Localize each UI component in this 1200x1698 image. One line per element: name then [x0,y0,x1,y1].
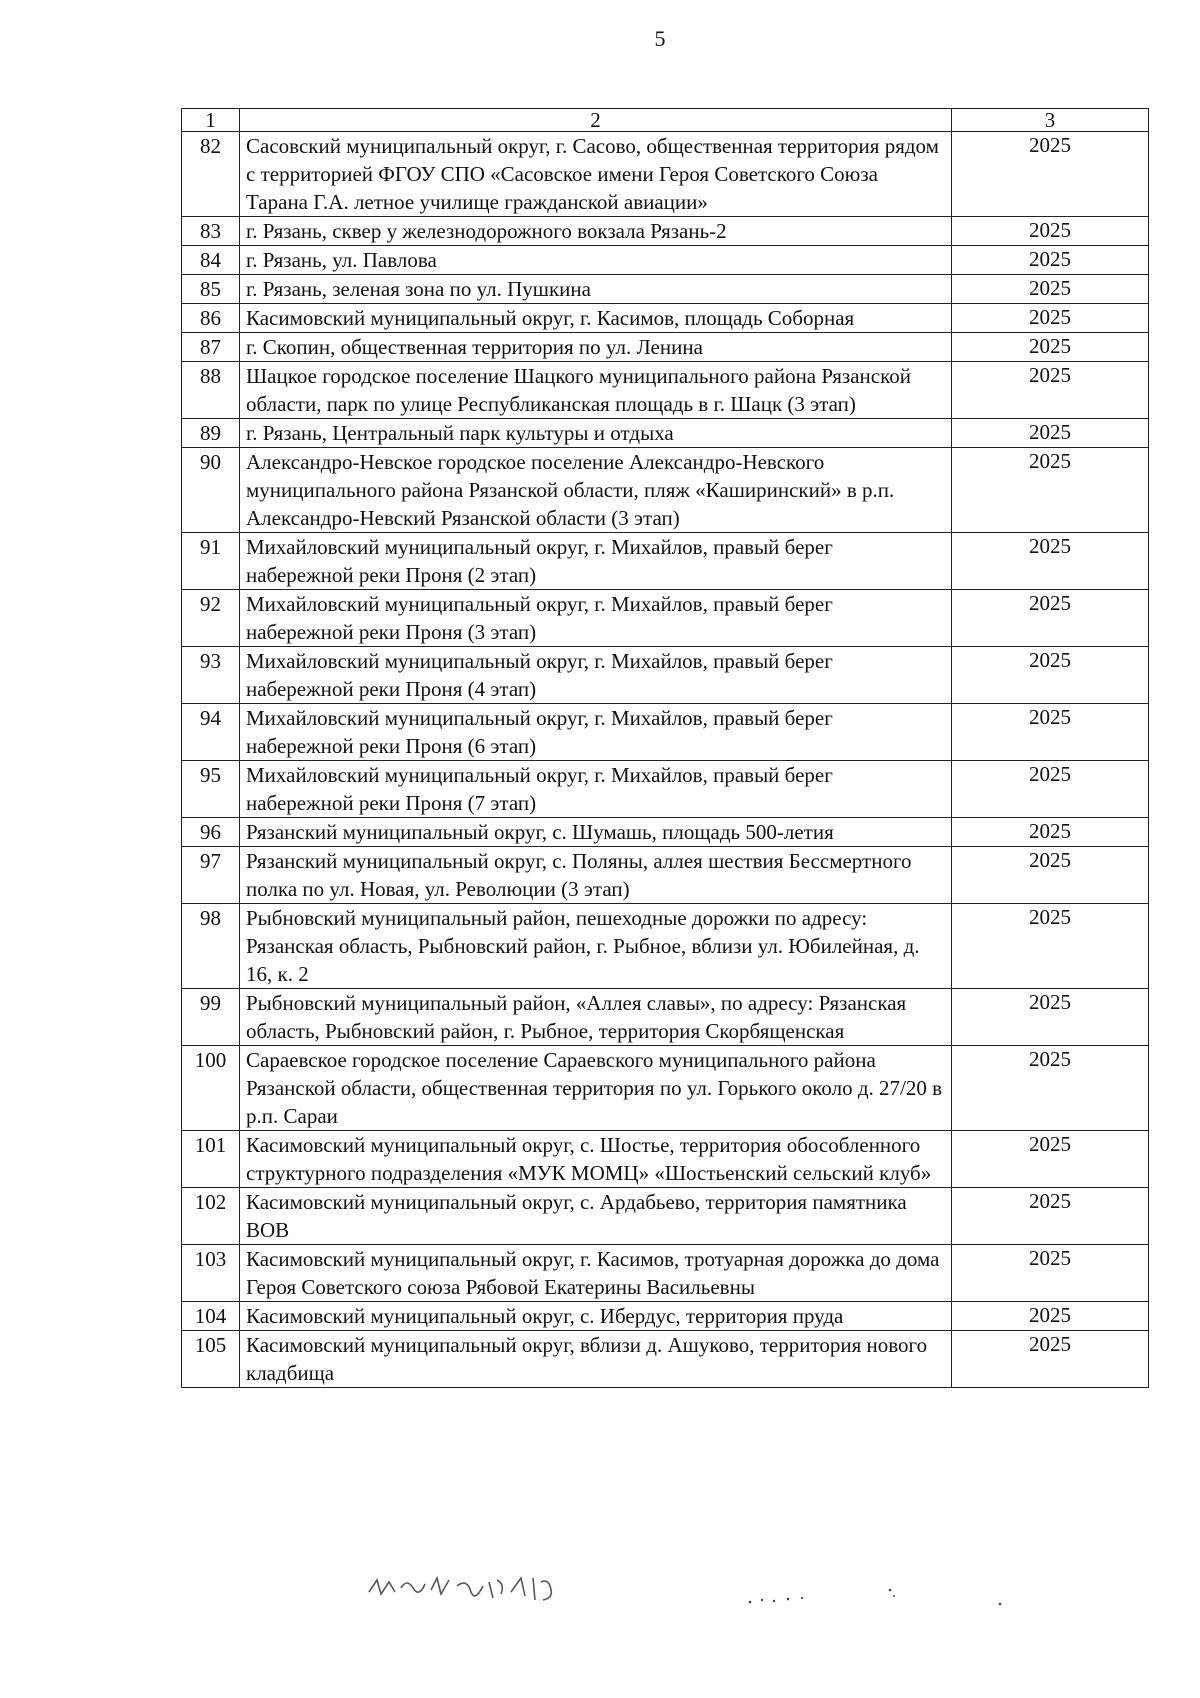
table-row [182,1046,1149,1131]
row-description-cell: Сасовский муниципальный округ, г. Сасово, общественная территория рядом с территорией ФГОУ СПО «Сасовское имени Героя Советского Союза Тарана Г.А. летное училище гражданской авиации» [240,132,952,217]
row-description-cell: г. Рязань, сквер у железнодорожного вокзала Рязань-2 [240,217,952,246]
table-row [182,362,1149,419]
row-description-cell: Михайловский муниципальный округ, г. Михайлов, правый берег набережной реки Проня (2 этап) [240,533,952,590]
table-row [182,132,1149,217]
row-year-cell: 2025 [952,246,1149,275]
row-description-cell: Касимовский муниципальный округ, г. Касимов, тротуарная дорожка до дома Героя Советского союза Рябовой Екатерины Васильевны [240,1245,952,1302]
table-row [182,647,1149,704]
row-year-cell: 2025 [952,761,1149,818]
row-year-cell: 2025 [952,275,1149,304]
table-row [182,533,1149,590]
row-year-cell: 2025 [952,362,1149,419]
row-description-cell: Рыбновский муниципальный район, «Аллея славы», по адресу: Рязанская область, Рыбновский район, г. Рыбное, территория Скорбященская [240,989,952,1046]
row-description-cell: г. Скопин, общественная территория по ул. Ленина [240,333,952,362]
row-description-cell: Александро-Невское городское поселение Александро-Невского муниципального района Рязанской области, пляж «Каширинский» в р.п. Александро-Невский Рязанской области (3 этап) [240,448,952,533]
row-description-cell: Касимовский муниципальный округ, вблизи д. Ашуково, территория нового кладбища [240,1331,952,1388]
table-row [182,818,1149,847]
row-number-cell: 93 [182,647,240,704]
row-year-cell: 2025 [952,704,1149,761]
row-description-cell: Касимовский муниципальный округ, с. Ибердус, территория пруда [240,1302,952,1331]
row-description-cell: Шацкое городское поселение Шацкого муниципального района Рязанской области, парк по улице Республиканская площадь в г. Шацк (3 этап) [240,362,952,419]
table-row [182,847,1149,904]
row-number-cell: 82 [182,132,240,217]
row-number-cell: 100 [182,1046,240,1131]
row-number-cell: 105 [182,1331,240,1388]
row-description-cell: Рязанский муниципальный округ, с. Поляны, аллея шествия Бессмертного полка по ул. Новая, ул. Революции (3 этап) [240,847,952,904]
table-row [182,217,1149,246]
row-number-cell: 102 [182,1188,240,1245]
row-description-cell: г. Рязань, Центральный парк культуры и отдыха [240,419,952,448]
table-row [182,989,1149,1046]
table-row [182,904,1149,989]
row-description-cell: Касимовский муниципальный округ, г. Касимов, площадь Соборная [240,304,952,333]
row-year-cell: 2025 [952,1331,1149,1388]
row-year-cell: 2025 [952,333,1149,362]
row-number-cell: 91 [182,533,240,590]
objects-table [181,108,1149,1388]
row-number-cell: 84 [182,246,240,275]
table-row [182,304,1149,333]
row-number-cell: 104 [182,1302,240,1331]
table-row [182,448,1149,533]
row-number-cell: 97 [182,847,240,904]
row-year-cell: 2025 [952,1046,1149,1131]
row-description-cell: Михайловский муниципальный округ, г. Михайлов, правый берег набережной реки Проня (3 этап) [240,590,952,647]
table-row [182,275,1149,304]
row-year-cell: 2025 [952,304,1149,333]
row-year-cell: 2025 [952,132,1149,217]
row-number-cell: 87 [182,333,240,362]
row-number-cell: 89 [182,419,240,448]
row-description-cell: Сараевское городское поселение Сараевского муниципального района Рязанской области, общественная территория по ул. Горького около д. 27/20 в р.п. Сараи [240,1046,952,1131]
row-description-cell: Рыбновский муниципальный район, пешеходные дорожки по адресу: Рязанская область, Рыбновский район, г. Рыбное, вблизи ул. Юбилейная, д. 16, к. 2 [240,904,952,989]
row-number-cell: 86 [182,304,240,333]
row-year-cell: 2025 [952,989,1149,1046]
row-year-cell: 2025 [952,847,1149,904]
row-number-cell: 101 [182,1131,240,1188]
row-year-cell: 2025 [952,1131,1149,1188]
row-year-cell: 2025 [952,448,1149,533]
table-row [182,1131,1149,1188]
row-description-cell: Касимовский муниципальный округ, с. Ардабьево, территория памятника ВОВ [240,1188,952,1245]
table-row [182,1331,1149,1388]
row-year-cell: 2025 [952,904,1149,989]
row-description-cell: Михайловский муниципальный округ, г. Михайлов, правый берег набережной реки Проня (7 этап) [240,761,952,818]
row-description-cell: Михайловский муниципальный округ, г. Михайлов, правый берег набережной реки Проня (4 этап) [240,647,952,704]
row-year-cell: 2025 [952,647,1149,704]
row-number-cell: 94 [182,704,240,761]
handwritten-signature [365,1568,575,1604]
column-header-year: 3 [952,109,1149,132]
row-number-cell: 83 [182,217,240,246]
row-year-cell: 2025 [952,818,1149,847]
row-description-cell: Михайловский муниципальный округ, г. Михайлов, правый берег набережной реки Проня (6 этап) [240,704,952,761]
row-number-cell: 88 [182,362,240,419]
column-header-number: 1 [182,109,240,132]
table-row [182,1302,1149,1331]
row-description-cell: Рязанский муниципальный округ, с. Шумашь, площадь 500-летия [240,818,952,847]
row-number-cell: 85 [182,275,240,304]
column-header-description: 2 [240,109,952,132]
row-year-cell: 2025 [952,590,1149,647]
table-body [182,132,1149,1388]
table-row [182,590,1149,647]
table-row [182,333,1149,362]
row-description-cell: Касимовский муниципальный округ, с. Шостье, территория обособленного структурного подразделения «МУК МОМЦ» «Шостьенский сельский клуб» [240,1131,952,1188]
row-number-cell: 95 [182,761,240,818]
row-number-cell: 98 [182,904,240,989]
table-row [182,246,1149,275]
row-number-cell: 96 [182,818,240,847]
table-row [182,419,1149,448]
table-row [182,1188,1149,1245]
page-number: 5 [654,26,666,51]
row-year-cell: 2025 [952,1302,1149,1331]
row-number-cell: 90 [182,448,240,533]
row-number-cell: 103 [182,1245,240,1302]
table-row [182,761,1149,818]
row-description-cell: г. Рязань, зеленая зона по ул. Пушкина [240,275,952,304]
row-number-cell: 92 [182,590,240,647]
row-year-cell: 2025 [952,533,1149,590]
row-description-cell: г. Рязань, ул. Павлова [240,246,952,275]
table-row [182,704,1149,761]
row-number-cell: 99 [182,989,240,1046]
table-row [182,1245,1149,1302]
row-year-cell: 2025 [952,1188,1149,1245]
table-header-row [182,109,1149,132]
row-year-cell: 2025 [952,419,1149,448]
row-year-cell: 2025 [952,217,1149,246]
scan-specks [740,1580,1100,1620]
row-year-cell: 2025 [952,1245,1149,1302]
